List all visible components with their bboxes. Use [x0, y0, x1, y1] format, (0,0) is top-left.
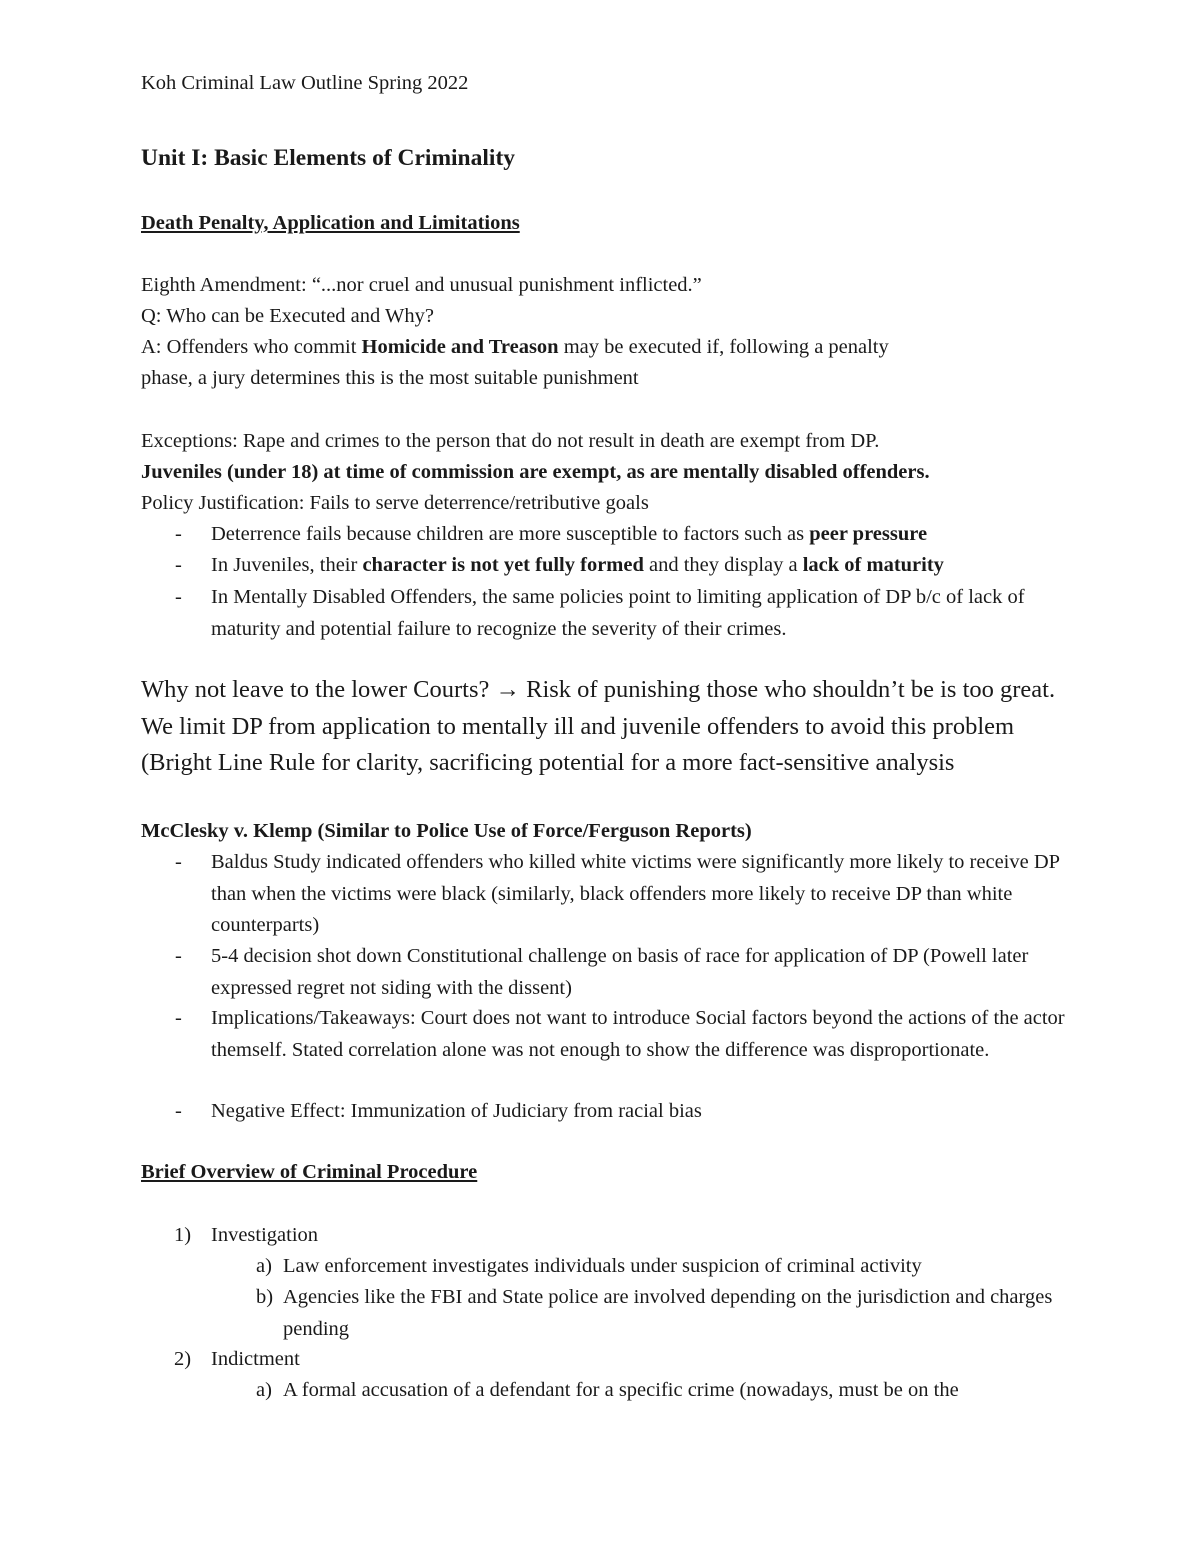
dash-bullet: - — [175, 586, 182, 608]
bullet-text: In Mentally Disabled Offenders, the same policies point to limiting application of DP b/c of lack of maturity and potential failure to recognize the severity of their crimes. — [211, 586, 1025, 640]
why-not-paragraph: Why not leave to the lower Courts? → Risk of punishing those who shouldn’t be is too great. We limit DP from application to mentally ill and juvenile offenders to avoid this problem (Bright Line Rule for clarity, sacrificing potential for a more fact-sensitive analysis — [141, 676, 1056, 776]
section-heading-mcclesky: McClesky v. Klemp (Similar to Police Use of Force/Ferguson Reports) — [141, 820, 752, 842]
sub-text: Law enforcement investigates individuals under suspicion of criminal activity — [283, 1255, 922, 1277]
question-text: Q: Who can be Executed and Why? — [141, 305, 434, 327]
bullet-text: Negative Effect: Immunization of Judiciary from racial bias — [211, 1100, 702, 1122]
dash-bullet: - — [175, 851, 182, 873]
sub-letter: a) — [256, 1255, 272, 1277]
answer-bold: Homicide and Treason — [361, 336, 559, 358]
unit-title: Unit I: Basic Elements of Criminality — [141, 145, 516, 171]
section-heading-procedure: Brief Overview of Criminal Procedure — [141, 1161, 478, 1183]
bullet-text: 5-4 decision shot down Constitutional challenge on basis of race for application of DP (Powell later expressed regret not siding with the dissent) — [211, 945, 1029, 999]
juveniles-text: Juveniles (under 18) at time of commission are exempt, as are mentally disabled offenders. — [141, 461, 930, 483]
dash-bullet: - — [175, 554, 182, 576]
dash-bullet: - — [175, 523, 182, 545]
list-number: 2) — [174, 1348, 192, 1370]
answer-line-2: phase, a jury determines this is the most suitable punishment — [141, 367, 639, 389]
sub-text: Agencies like the FBI and State police are involved depending on the jurisdiction and charges pending — [283, 1286, 1053, 1340]
bullet-text — [211, 550, 1071, 582]
bullet-text: Baldus Study indicated offenders who killed white victims were significantly more likely to receive DP than when the victims were black (similarly, black offenders more likely to receive DP than white counterparts) — [211, 851, 1060, 936]
exceptions-text: Exceptions: Rape and crimes to the person that do not result in death are exempt from DP. — [141, 430, 880, 452]
section-heading-death-penalty: Death Penalty, Application and Limitations — [141, 212, 520, 234]
sub-letter: a) — [256, 1379, 272, 1401]
eighth-amendment-text: Eighth Amendment: “...nor cruel and unusual punishment inflicted.” — [141, 274, 702, 296]
sub-text: A formal accusation of a defendant for a specific crime (nowadays, must be on the — [283, 1379, 959, 1401]
policy-text: Policy Justification: Fails to serve deterrence/retributive goals — [141, 492, 649, 514]
list-label: Indictment — [211, 1348, 300, 1370]
bullet-text — [211, 519, 1071, 551]
dash-bullet: - — [175, 1007, 182, 1029]
bullet1-pre: Deterrence fails because children are more susceptible to factors such as — [211, 523, 810, 545]
bullet1-bold: peer pressure — [809, 523, 928, 545]
bullet2-mid: and they display a — [643, 554, 803, 576]
answer-text — [141, 332, 889, 364]
bullet2-bold1: character is not yet fully formed — [362, 554, 644, 576]
bullet2-bold2: lack of maturity — [802, 554, 944, 576]
list-label: Investigation — [211, 1224, 319, 1246]
bullet-text: Implications/Takeaways: Court does not want to introduce Social factors beyond the actions of the actor themself. Stated correlation alone was not enough to show the difference was disproportionate. — [211, 1007, 1065, 1061]
dash-bullet: - — [175, 945, 182, 967]
bullet2-pre: In Juveniles, their — [211, 554, 363, 576]
dash-bullet: - — [175, 1100, 182, 1122]
answer-pre: A: Offenders who commit — [141, 336, 362, 358]
page-header: Koh Criminal Law Outline Spring 2022 — [141, 72, 469, 94]
answer-post: may be executed if, following a penalty — [558, 336, 889, 358]
list-number: 1) — [174, 1224, 192, 1246]
sub-letter: b) — [256, 1286, 274, 1308]
